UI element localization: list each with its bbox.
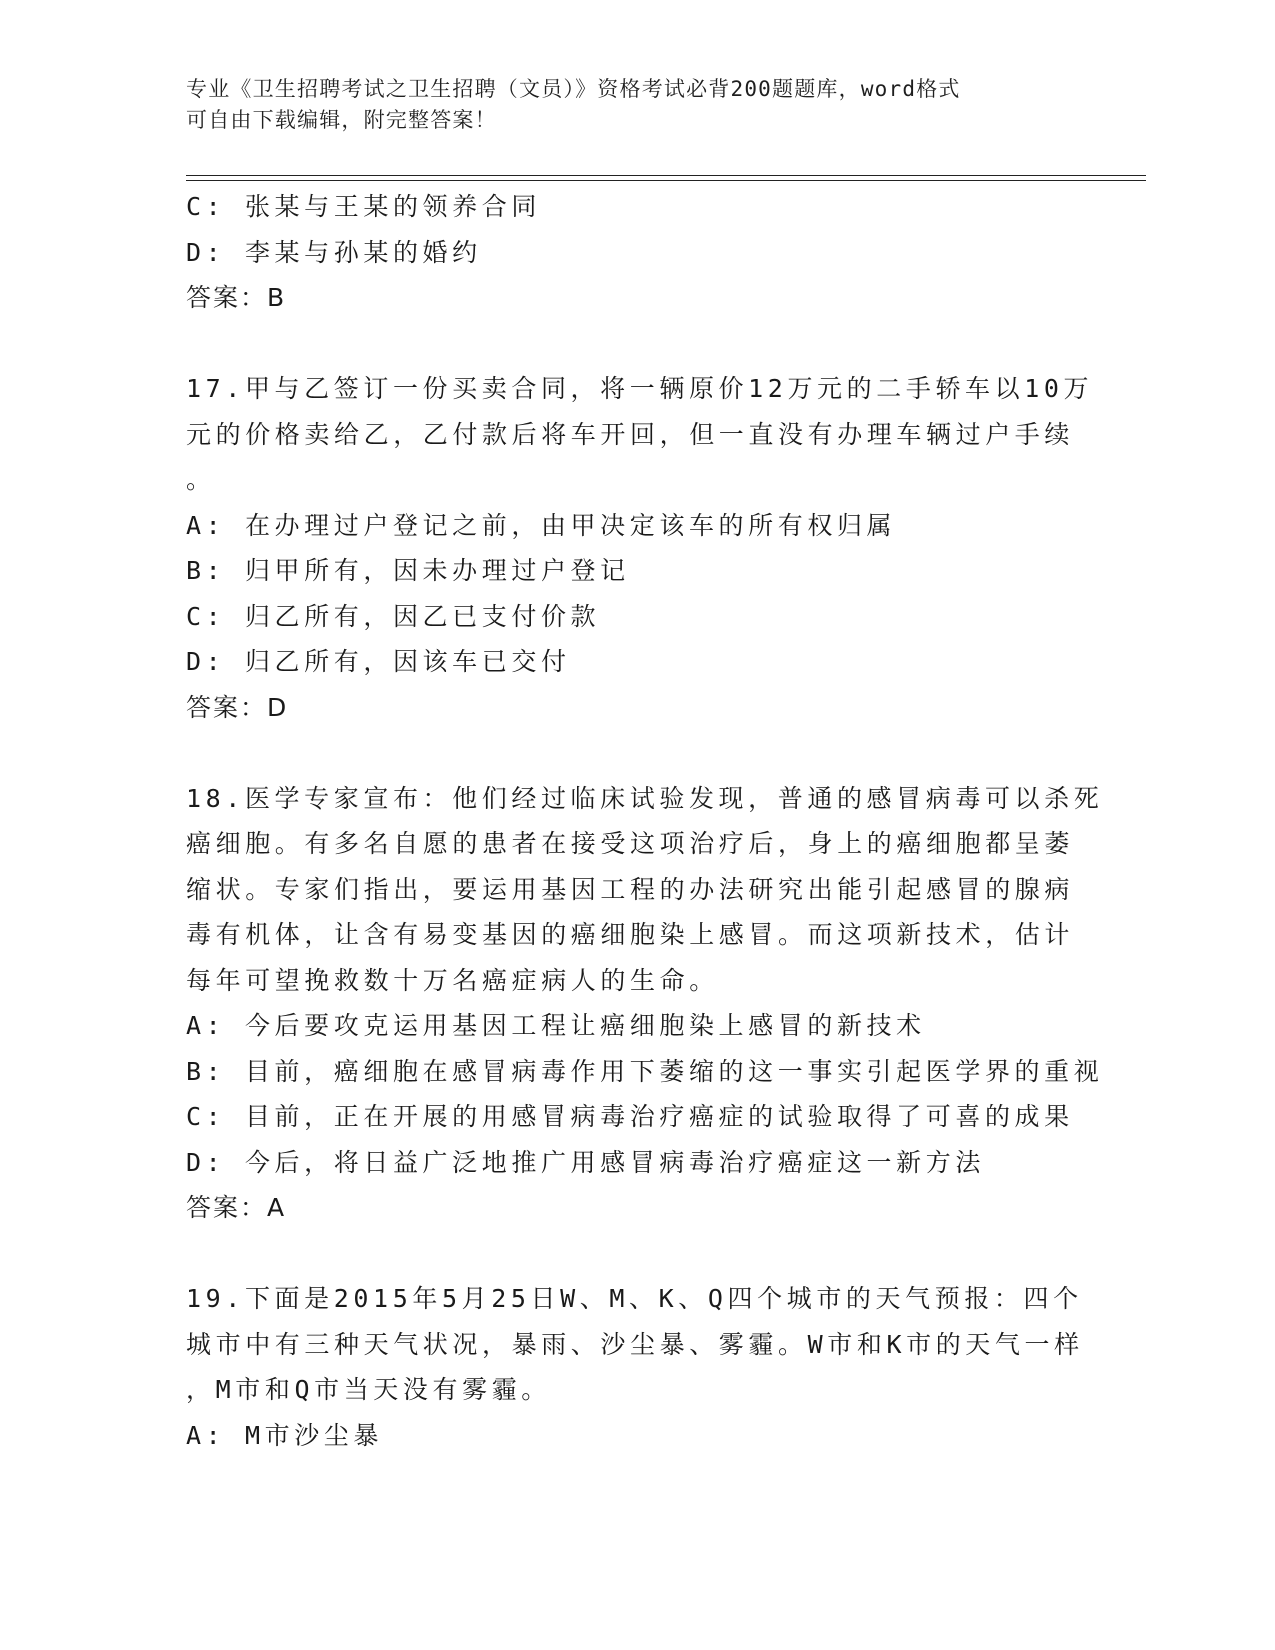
- option-b: B: 目前，癌细胞在感冒病毒作用下萎缩的这一事实引起医学界的重视: [186, 1056, 1104, 1086]
- spacer: [186, 321, 1086, 367]
- header-line: 专业《卫生招聘考试之卫生招聘（文员）》资格考试必背200题题库，word格式: [186, 77, 961, 101]
- question-stem-line: 17.甲与乙签订一份买卖合同，将一辆原价12万元的二手轿车以10万: [186, 374, 1094, 403]
- question-stem-line: ，M市和Q市当天没有雾霾。: [186, 1375, 551, 1404]
- option-c: C: 张某与王某的领养合同: [186, 192, 541, 221]
- answer-line: 答案：B: [186, 283, 287, 312]
- question-18: [186, 776, 1104, 1231]
- option-a: A: M市沙尘暴: [186, 1420, 384, 1450]
- question-17: [186, 366, 1094, 730]
- option-b: B: 归甲所有，因未办理过户登记: [186, 556, 630, 585]
- spacer: [186, 730, 1086, 776]
- question-content: [186, 184, 1104, 1458]
- option-d: D: 李某与孙某的婚约: [186, 237, 482, 267]
- header-line: 可自由下载编辑，附完整答案！: [186, 108, 497, 132]
- question-stem-line: 缩状。专家们指出，要运用基因工程的办法研究出能引起感冒的腺病: [186, 874, 1075, 904]
- question-stem-line: 18.医学专家宣布：他们经过临床试验发现，普通的感冒病毒可以杀死: [186, 783, 1104, 813]
- option-c: C: 归乙所有，因乙已支付价款: [186, 601, 601, 631]
- page-header: [186, 74, 1066, 136]
- question-stem-line: 19.下面是2015年5月25日W、M、K、Q四个城市的天气预报：四个: [186, 1284, 1083, 1313]
- option-c: C: 目前，正在开展的用感冒病毒治疗癌症的试验取得了可喜的成果: [186, 1102, 1074, 1131]
- spacer: [186, 1231, 1086, 1277]
- option-d: D: 归乙所有，因该车已交付: [186, 647, 571, 676]
- question-stem-line: 毒有机体，让含有易变基因的癌细胞染上感冒。而这项新技术，估计: [186, 920, 1075, 949]
- answer-line: 答案：D: [186, 692, 289, 722]
- header-divider: [186, 175, 1146, 181]
- question-stem-line: 癌细胞。有多名自愿的患者在接受这项治疗后，身上的癌细胞都呈萎: [186, 829, 1075, 858]
- question-stem-line: 。: [186, 465, 216, 494]
- question-19: [186, 1276, 1086, 1458]
- option-a: A: 在办理过户登记之前，由甲决定该车的所有权归属: [186, 510, 897, 540]
- question-stem-line: 每年可望挽救数十万名癌症病人的生命。: [186, 965, 719, 995]
- option-d: D: 今后，将日益广泛地推广用感冒病毒治疗癌症这一新方法: [186, 1147, 985, 1177]
- option-a: A: 今后要攻克运用基因工程让癌细胞染上感冒的新技术: [186, 1011, 926, 1040]
- answer-line: 答案：A: [186, 1193, 287, 1222]
- question-stem-line: 元的价格卖给乙，乙付款后将车开回，但一直没有办理车辆过户手续: [186, 419, 1075, 449]
- question-stem-line: 城市中有三种天气状况，暴雨、沙尘暴、雾霾。W市和K市的天气一样: [186, 1329, 1084, 1359]
- question-16-tail: [186, 184, 1086, 321]
